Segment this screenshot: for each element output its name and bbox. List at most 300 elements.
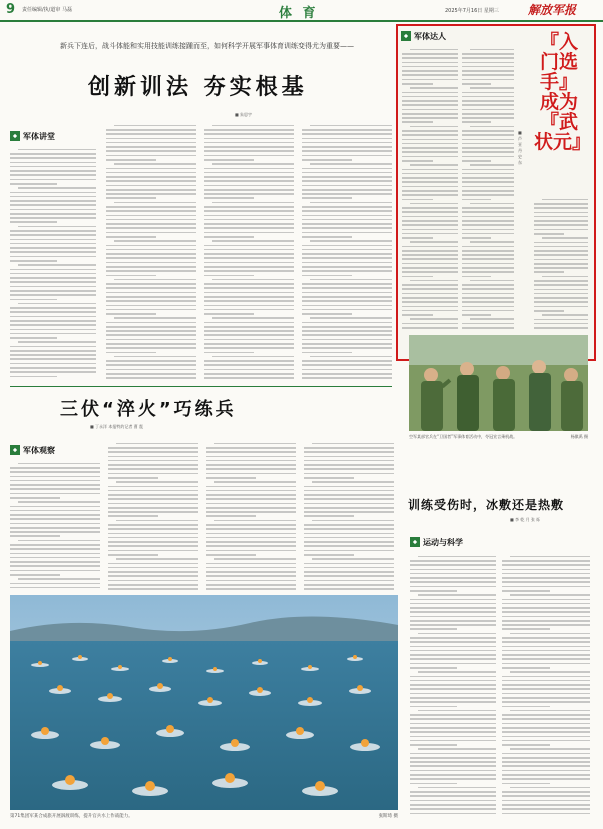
text-line (410, 778, 496, 780)
text-line (10, 570, 100, 572)
text-line (410, 800, 496, 802)
text-line (204, 339, 294, 341)
text-line (462, 263, 514, 265)
text-line (302, 172, 392, 174)
text-line (534, 306, 588, 308)
text-line (214, 443, 296, 445)
text-line (410, 318, 458, 320)
text-line (402, 53, 458, 55)
text-line (10, 299, 57, 301)
text-line (108, 451, 198, 453)
text-line (312, 481, 394, 483)
text-line (510, 787, 590, 789)
text-line (510, 710, 590, 712)
text-line (108, 503, 198, 505)
text-line (204, 326, 294, 328)
text-line (418, 633, 496, 635)
text-line (470, 164, 514, 166)
text-line (204, 150, 294, 152)
text-line (302, 257, 392, 259)
text-line (106, 176, 196, 178)
text-line (502, 654, 590, 656)
text-line (204, 262, 294, 264)
health-headline: 训练受伤时，冰敷还是热敷 (408, 498, 565, 512)
text-line (302, 343, 392, 345)
text-line (108, 494, 198, 496)
feature-photo (409, 335, 588, 431)
text-line (302, 159, 352, 161)
text-line (410, 581, 496, 583)
text-line (402, 310, 458, 312)
text-line (10, 251, 96, 253)
text-line (212, 317, 294, 319)
text-line (212, 163, 294, 165)
text-line (462, 147, 514, 149)
text-line (410, 731, 496, 733)
text-line (10, 320, 96, 322)
text-line (114, 125, 196, 127)
text-line (410, 765, 496, 767)
text-line (302, 176, 392, 178)
text-line (542, 276, 588, 278)
text-line (402, 96, 458, 98)
text-line (206, 498, 296, 500)
text-line (462, 100, 514, 102)
text-line (304, 486, 394, 488)
text-line (418, 594, 496, 596)
text-line (502, 753, 590, 755)
text-line (106, 369, 196, 371)
divider (10, 386, 392, 387)
text-line (10, 518, 100, 520)
text-line (410, 740, 496, 742)
text-line (10, 162, 96, 164)
text-line (534, 327, 588, 329)
text-line (310, 240, 392, 242)
text-line (206, 507, 296, 509)
text-line (534, 216, 588, 218)
text-line (106, 236, 156, 238)
text-line (302, 133, 392, 135)
text-line (302, 283, 392, 285)
text-line (502, 740, 590, 742)
text-line (502, 650, 590, 652)
text-line (462, 306, 514, 308)
text-line (204, 253, 294, 255)
text-line (108, 584, 198, 586)
text-line (410, 770, 496, 772)
text-line (204, 270, 294, 272)
text-line (304, 584, 394, 586)
text-line (462, 211, 514, 213)
text-line (204, 133, 294, 135)
feature-byline: ■ 芦 亚 丹 史 东 (518, 130, 522, 165)
text-line (10, 286, 96, 288)
text-line (106, 193, 196, 195)
text-line (212, 125, 294, 127)
text-line (10, 553, 100, 555)
text-line (10, 367, 96, 369)
text-line (502, 693, 590, 695)
feature-photo-credit: 杨骐禹 摄 (570, 434, 588, 439)
text-line (204, 249, 294, 251)
text-line (402, 323, 458, 325)
text-line (212, 240, 294, 242)
text-line (410, 676, 496, 678)
text-line (462, 139, 514, 141)
text-line (402, 181, 458, 183)
text-line (304, 533, 394, 535)
text-line (502, 761, 590, 763)
text-line (310, 125, 392, 127)
text-line (402, 147, 458, 149)
body-column (206, 440, 296, 592)
text-line (10, 497, 60, 499)
text-line (502, 564, 590, 566)
text-line (410, 164, 458, 166)
text-line (304, 477, 354, 479)
text-line (402, 297, 458, 299)
text-line (108, 550, 198, 552)
text-line (410, 126, 458, 128)
text-line (302, 296, 392, 298)
text-line (10, 467, 100, 469)
text-line (502, 813, 590, 815)
text-line (10, 535, 60, 537)
text-line (470, 87, 514, 89)
text-line (402, 288, 458, 290)
text-line (106, 215, 196, 217)
text-line (502, 731, 590, 733)
text-line (302, 275, 352, 277)
text-line (206, 571, 296, 573)
text-line (302, 146, 392, 148)
text-line (116, 443, 198, 445)
text-line (302, 189, 392, 191)
text-line (534, 284, 588, 286)
text-line (302, 266, 392, 268)
text-line (304, 528, 394, 530)
text-line (206, 503, 296, 505)
text-line (502, 658, 590, 660)
text-line (106, 296, 196, 298)
text-line (10, 234, 96, 236)
text-line (470, 241, 514, 243)
text-line (462, 70, 514, 72)
text-line (10, 204, 96, 206)
text-line (106, 245, 196, 247)
text-line (462, 323, 514, 325)
text-line (502, 688, 590, 690)
text-line (502, 599, 590, 601)
text-line (304, 503, 394, 505)
text-line (10, 307, 96, 309)
text-line (502, 676, 590, 678)
issue-date: 2025年7月16日 星期三 (445, 8, 499, 14)
text-line (206, 490, 296, 492)
text-line (462, 314, 491, 316)
text-line (462, 254, 514, 256)
body-column (10, 460, 100, 592)
text-line (302, 193, 392, 195)
text-line (462, 74, 514, 76)
text-line (410, 280, 458, 282)
text-line (108, 524, 198, 526)
feature-vertical-title (534, 31, 592, 153)
text-line (502, 770, 590, 772)
text-line (206, 550, 296, 552)
text-line (402, 92, 458, 94)
text-line (304, 575, 394, 577)
text-line (106, 249, 196, 251)
text-line (502, 590, 550, 592)
text-line (542, 199, 588, 201)
text-line (402, 143, 458, 145)
second-headline: 三伏“淬火”巧练兵 (60, 399, 237, 420)
text-line (108, 575, 198, 577)
text-line (502, 808, 590, 810)
text-line (310, 356, 392, 358)
text-line (204, 343, 294, 345)
text-line (10, 587, 100, 589)
text-line (402, 109, 458, 111)
text-line (410, 577, 496, 579)
text-line (10, 583, 100, 585)
text-line (302, 373, 392, 375)
text-line (304, 537, 394, 539)
text-line (108, 537, 198, 539)
text-line (534, 250, 588, 252)
text-line (206, 447, 296, 449)
text-line (10, 230, 96, 232)
body-column (10, 146, 96, 382)
text-line (10, 174, 96, 176)
text-line (402, 199, 433, 201)
text-line (542, 314, 588, 316)
text-line (410, 736, 496, 738)
text-line (106, 138, 196, 140)
text-line (410, 727, 496, 729)
text-line (462, 96, 514, 98)
text-line (212, 202, 294, 204)
text-line (502, 573, 590, 575)
text-line (402, 169, 458, 171)
text-line (462, 57, 514, 59)
body-column (108, 440, 198, 592)
text-line (502, 701, 590, 703)
text-line (10, 544, 100, 546)
text-line (542, 237, 588, 239)
text-line (302, 219, 392, 221)
text-line (206, 554, 256, 556)
text-line (106, 275, 156, 277)
text-line (204, 146, 294, 148)
text-line (106, 206, 196, 208)
feature-title-line: 『入门选手』 (539, 31, 578, 93)
text-line (510, 556, 590, 558)
text-line (106, 168, 196, 170)
text-line (108, 490, 198, 492)
text-line (10, 290, 96, 292)
text-line (502, 757, 590, 759)
text-line (402, 220, 458, 222)
text-line (410, 813, 496, 815)
text-line (302, 377, 392, 379)
text-line (304, 567, 394, 569)
text-line (502, 791, 590, 793)
text-line (212, 356, 294, 358)
text-line (502, 727, 590, 729)
text-line (10, 484, 100, 486)
text-line (106, 197, 156, 199)
text-line (206, 477, 256, 479)
text-line (510, 594, 590, 596)
body-column (204, 122, 294, 382)
text-line (302, 185, 392, 187)
text-line (502, 765, 590, 767)
text-line (206, 537, 296, 539)
text-line (206, 515, 256, 517)
text-line (204, 305, 294, 307)
text-line (10, 269, 96, 271)
text-line (402, 207, 458, 209)
text-line (10, 493, 100, 495)
text-line (402, 117, 458, 119)
text-line (204, 172, 294, 174)
text-line (502, 667, 550, 669)
text-line (418, 748, 496, 750)
text-line (204, 296, 294, 298)
text-line (410, 616, 496, 618)
text-line (402, 173, 458, 175)
text-line (402, 139, 458, 141)
text-line (10, 354, 96, 356)
text-line (534, 246, 588, 248)
text-line (10, 243, 96, 245)
text-line (502, 795, 590, 797)
text-line (204, 322, 294, 324)
text-line (470, 318, 514, 320)
text-line (502, 603, 590, 605)
text-line (204, 227, 294, 229)
text-line (418, 787, 496, 789)
text-line (10, 179, 96, 181)
text-line (534, 323, 588, 325)
text-line (204, 176, 294, 178)
text-line (534, 293, 588, 295)
text-line (312, 558, 394, 560)
second-byline: ■ 丁永洋 本报特约记者 曹 震 (90, 424, 143, 429)
text-line (534, 224, 588, 226)
text-line (402, 314, 433, 316)
text-line (214, 520, 296, 522)
text-line (106, 253, 196, 255)
text-line (502, 783, 550, 785)
text-line (304, 468, 394, 470)
text-line (410, 663, 496, 665)
text-line (410, 791, 496, 793)
text-line (304, 460, 394, 462)
text-line (534, 233, 564, 235)
text-line (410, 783, 457, 785)
text-line (534, 267, 588, 269)
text-line (106, 339, 196, 341)
text-line (502, 624, 590, 626)
text-line (304, 447, 394, 449)
text-line (402, 186, 458, 188)
text-line (410, 658, 496, 660)
text-line (402, 258, 458, 260)
text-line (462, 250, 514, 252)
text-line (502, 581, 590, 583)
body-column (534, 196, 588, 330)
column-tag-label: 军体达人 (414, 31, 446, 41)
text-line (206, 545, 296, 547)
body-column (106, 122, 196, 382)
text-line (502, 778, 590, 780)
text-line (204, 180, 294, 182)
text-line (10, 260, 57, 262)
text-line (304, 490, 394, 492)
text-line (302, 138, 392, 140)
text-line (402, 301, 458, 303)
text-line (402, 151, 458, 153)
body-column (410, 553, 496, 819)
text-line (410, 573, 496, 575)
text-line (116, 481, 198, 483)
text-line (10, 281, 96, 283)
text-line (410, 701, 496, 703)
text-line (462, 220, 514, 222)
text-line (106, 360, 196, 362)
text-line (302, 253, 392, 255)
text-line (410, 87, 458, 89)
text-line (402, 62, 458, 64)
text-line (410, 620, 496, 622)
text-line (206, 575, 296, 577)
text-line (106, 129, 196, 131)
text-line (206, 451, 296, 453)
text-line (18, 226, 96, 228)
text-line (402, 284, 458, 286)
text-line (502, 706, 550, 708)
text-line (402, 134, 458, 136)
text-line (304, 473, 394, 475)
text-line (502, 577, 590, 579)
text-line (10, 561, 100, 563)
text-line (10, 311, 96, 313)
text-line (402, 224, 458, 226)
text-line (304, 541, 394, 543)
text-line (534, 207, 588, 209)
text-line (462, 160, 491, 162)
text-line (410, 744, 457, 746)
text-line (10, 574, 60, 576)
text-line (10, 277, 96, 279)
text-line (304, 545, 394, 547)
text-line (204, 210, 294, 212)
text-line (502, 611, 590, 613)
text-line (108, 507, 198, 509)
text-line (204, 223, 294, 225)
text-line (204, 168, 294, 170)
text-line (402, 160, 433, 162)
text-line (304, 554, 354, 556)
text-line (108, 486, 198, 488)
body-column (462, 46, 514, 330)
text-line (534, 280, 588, 282)
text-line (10, 346, 96, 348)
